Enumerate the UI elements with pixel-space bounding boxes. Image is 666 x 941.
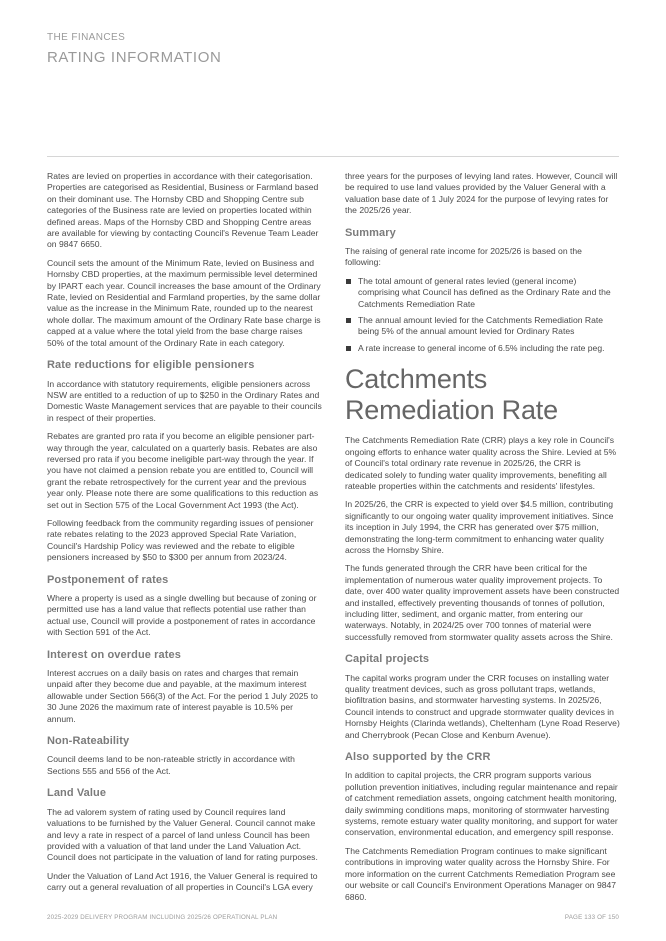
non-rateability-paragraph: Council deems land to be non-rateable strictly in accordance with Sections 555 and 556 of the Act. [47, 754, 295, 776]
bullet-square-icon [346, 318, 351, 323]
interest-paragraph: Interest accrues on a daily basis on rates and charges that remain unpaid after they become due and payable, at the maximum interest allowable under Section 566(3) of the Act. For the period 1 July 2025 to 30 June 2026 the maximum rate of interest payable is 10.5% per annum. [47, 668, 318, 724]
crr-yield-paragraph: In 2025/26, the CRR is expected to yield over $4.5 million, contributing significantly to our ongoing water quality improvement initiatives. Since its inception in July 1994, the CRR has generated over $75 million, demonstrating the long-term commitment to enhancing water quality across the Hornsby Shire. [345, 499, 614, 555]
summary-list [345, 276, 620, 354]
heading-catchments-remediation-rate: Catchments Remediation Rate [345, 364, 558, 426]
footer-document-title: 2025-2029 DELIVERY PROGRAM INCLUDING 2025/26 OPERATIONAL PLAN [47, 914, 278, 921]
heading-land-value: Land Value [47, 787, 107, 800]
pensioner-entitlement-paragraph: In accordance with statutory requirements, eligible pensioners across NSW are entitled to a reduction of up to $250 in the Ordinary Rates and Domestic Waste Management services that are payable to their councils in respect of their properties. [47, 378, 322, 423]
heading-interest: Interest on overdue rates [47, 648, 181, 661]
list-item [345, 343, 620, 354]
heading-postponement: Postponement of rates [47, 573, 169, 586]
page-title: RATING INFORMATION [47, 49, 222, 66]
section-label: THE FINANCES [47, 32, 126, 43]
left-column [47, 171, 322, 901]
pensioner-rebate-paragraph: Rebates are granted pro rata if you become an eligible pensioner part-way through the year, calculated on a quarterly basis. Rebates are also reversed pro rata if you become ineligible part-way through the year. If you have not claimed a pension rebate you are entitled to, Council will grant the rebate retrospectively for the current year and the previous year only. Please note there are some qualifications to this reduction as set out in Section 575 of the Local Government Act 1993 (the Act). [47, 431, 319, 510]
list-item [345, 276, 620, 310]
header-divider [47, 156, 619, 157]
bullet-square-icon [346, 346, 351, 351]
heading-non-rateability: Non-Rateability [47, 735, 130, 748]
list-item-text: The annual amount levied for the Catchments Remediation Rate being 5% of the annual amount levied for Ordinary Rates [358, 315, 604, 337]
capital-projects-paragraph: The capital works program under the CRR focuses on installing water quality treatment devices, such as gross pollutant traps, wetlands, biofiltration basins, and stormwater harvesting systems. In 2025/26, Council intends to construct and upgrade stormwater quality devices in Hornsby Heights (Clarinda wetlands), Cheltenham (Lyne Road Reserve) and Cherrybrook (Pecan Close and Kenburn Avenue). [345, 672, 620, 740]
list-item [345, 315, 620, 338]
heading-pensioner-reductions: Rate reductions for eligible pensioners [47, 359, 255, 372]
valuation-act-paragraph: Under the Valuation of Land Act 1916, the Valuer General is required to carry out a general revaluation of all properties in Council's LGA every [47, 870, 318, 893]
crr-intro-paragraph: The Catchments Remediation Rate (CRR) plays a key role in Council's ongoing efforts to enhance water quality across the Shire. Levied at 5% of Council's total ordinary rate revenue in 2025/26, the CRR is dedicated solely to funding water quality improvements, benefiting all rateable properties within the catchments and residents' lifestyles. [345, 435, 617, 491]
crr-funds-paragraph: The funds generated through the CRR have been critical for the implementation of numerous water quality improvement projects. To date, over 400 water quality improvement assets have been constructed and installed, effectively preventing thousands of tonnes of pollution, including litter, sediment, and organic matter, from entering our waterways. Notably, in 2024/25 over 700 tonnes of material were successfully removed from stormwater quality assets across the Shire. [345, 563, 620, 642]
heading-capital-projects: Capital projects [345, 653, 430, 666]
right-column [345, 171, 620, 910]
list-item-text: The total amount of general rates levied (general income) comprising what Council has defined as the Ordinary Rate and the Catchments Remediation Rate [358, 275, 611, 309]
program-contact-paragraph: The Catchments Remediation Program continues to make significant contributions in improving water quality across the Hornsby Shire. For more information on the current Catchments Remediation Program see our website or call Council's Environment Operations Manager on 9847 6860. [345, 845, 617, 902]
heading-also-supported: Also supported by the CRR [345, 751, 491, 764]
land-value-paragraph: The ad valorem system of rating used by Council requires land valuations to be furnished by the Valuer General. Council cannot make and levy a rate in respect of a parcel of land unless Council has been provided with a valuation of that land under the Land Valuation Act. Council does not participate in the valuation of land for rating purposes. [47, 806, 318, 863]
hardship-policy-paragraph: Following feedback from the community regarding issues of pensioner rate rebates relating to the 2023 approved Special Rate Variation, Council's Hardship Policy was reviewed and the rebate to eligible pensioners increased by $50 to $300 per annum from 2023/24. [47, 517, 314, 563]
heading-summary: Summary [345, 226, 396, 239]
summary-intro-paragraph: The raising of general rate income for 2025/26 is based on the following: [345, 246, 582, 268]
footer-page-number: PAGE 133 OF 150 [564, 914, 619, 921]
valuation-continuation-paragraph: three years for the purposes of levying land rates. However, Council will be required to use land values provided by the Valuer General with a valuation base date of 1 July 2024 for the purpose of levying rates for the 2025/26 year. [345, 171, 618, 216]
list-item-text: A rate increase to general income of 6.5% including the rate peg. [358, 342, 605, 353]
also-supported-paragraph: In addition to capital projects, the CRR program supports various pollution prevention initiatives, including regular maintenance and repair of catchment remediation assets, ongoing catchment health monitoring, daily swimming conditions maps, monitoring of stormwater harvesting systems, remote estuary water quality monitoring, and support for water conservation, environmental education, and emergency spill response. [345, 770, 618, 838]
postponement-paragraph: Where a property is used as a single dwelling but because of zoning or permitted use has a land value that reflects potential use rather than actual use, Council will provide a postponement of rates in accordance with Section 591 of the Act. [47, 593, 317, 638]
bullet-square-icon [346, 279, 351, 284]
rates-categorisation-paragraph: Rates are levied on properties in accordance with their categorisation. Properties are categorised as Residential, Business or Farmland based on their dominant use. The Hornsby CBD and Shopping Centre sub categories of the Business rate are levied on properties located within defined areas. Maps of the Hornsby CBD and Shopping Centre areas are available for viewing by contacting Council's Revenue Team Leader on 9847 6650. [47, 171, 319, 250]
minimum-rate-paragraph: Council sets the amount of the Minimum Rate, levied on Business and Hornsby CBD properties, at the maximum permissible level determined by IPART each year. Council increases the base amount of the Ordinary Rate, levied on Residential and Farmland properties, by the same dollar value as the increase in the Minimum Rate, rounded up to the nearest whole dollar. The maximum amount of the Ordinary Rate base charge is capped at a value where the total yield from the base charge raises 50% of the total amount of the Ordinary Rate in each category. [47, 257, 321, 348]
